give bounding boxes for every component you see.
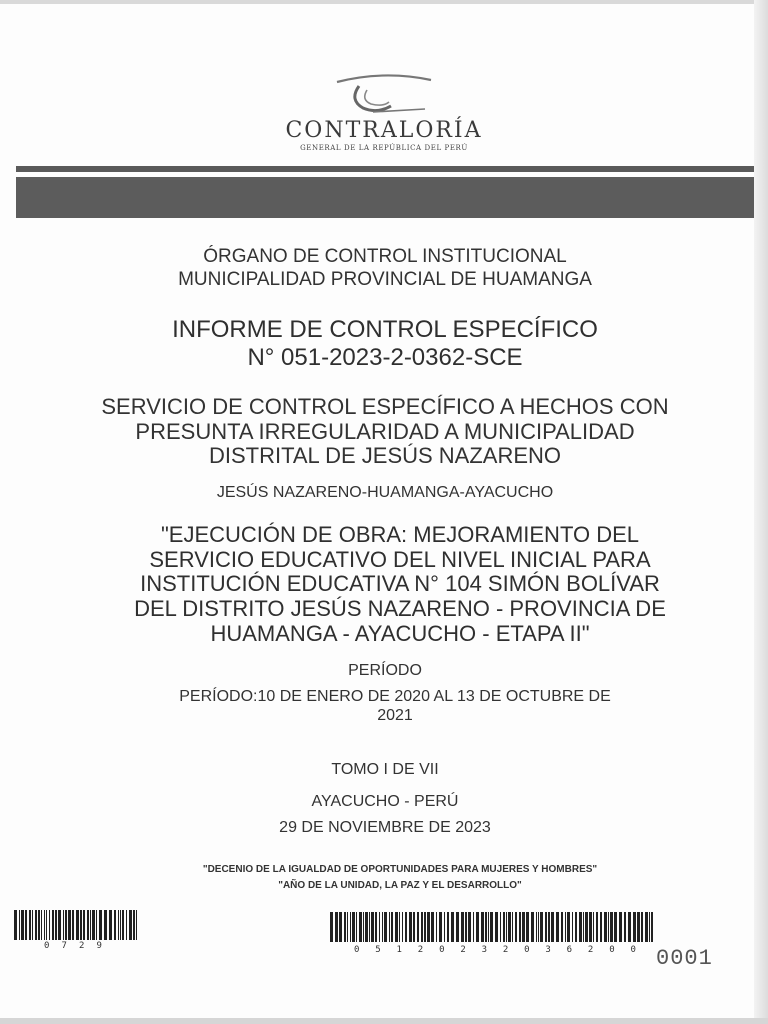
barcode-bar [384,912,387,942]
barcode-digit: 2 [460,945,466,955]
barcode-bar [500,912,501,942]
period-label: PERÍODO [348,662,422,679]
barcode-bar [109,910,112,940]
barcode-digit: 0 [44,941,50,951]
barcode-bar [339,912,342,942]
barcode-bar [565,912,566,942]
barcode-bar [468,912,471,942]
barcode-bar [363,912,364,942]
barcode-bar [99,910,102,940]
barcode-bar [495,912,498,942]
barcode-bar [589,912,592,942]
barcode-bar [447,912,449,942]
work-line-3: INSTITUCIÓN EDUCATIVA N° 104 SIMÓN BOLÍVAR [140,571,660,597]
barcode-bar [352,912,355,942]
barcode-bar [58,910,61,940]
barcode-bar [19,910,20,940]
location-line: JESÚS NAZARENO-HUAMANGA-AYACUCHO [216,484,554,501]
barcode-bar [439,912,442,942]
barcode-bar [515,912,517,942]
barcode-digit: 9 [96,941,102,951]
barcode-digit: 3 [545,945,551,955]
barcode-bar [519,912,521,942]
barcode-digit: 0 [439,945,445,955]
barcode-bar [506,912,507,942]
barcode-bar [488,912,489,942]
barcode-bar [485,912,487,942]
barcode-bar [593,912,594,942]
barcode-bar [41,910,42,940]
barcode-bar [585,912,588,942]
barcode-bar [55,910,57,940]
barcode-bar [68,910,71,940]
barcode-bar [126,910,127,940]
barcode-digit: 1 [396,945,402,955]
barcode-bar [604,912,607,942]
barcode-bar [395,912,398,942]
barcode-bar [508,912,511,942]
barcode-bar [637,912,640,942]
contraloria-logo [0,72,768,152]
barcode-bar [424,912,426,942]
report-title [40,316,730,372]
barcode-bar [522,912,525,942]
barcode-bar [436,912,437,942]
barcode-bar [619,912,622,942]
work-line-1: "EJECUCIÓN DE OBRA: MEJORAMIENTO DEL [160,522,640,547]
barcode-bar [583,912,584,942]
period-range [140,688,650,726]
period-line-2: 2021 [377,706,413,724]
barcode-bar [575,912,577,942]
barcode-bar [359,912,362,942]
barcode-digit: 3 [481,945,488,955]
barcode-bar [572,912,573,942]
barcode-bar [52,910,54,940]
barcode-bar [330,912,333,942]
barcode-bar [531,912,534,942]
barcode-bar [76,910,79,940]
header-rule [16,166,754,172]
barcode-bar [21,910,24,940]
barcode-bar [649,912,650,942]
barcode-bar [382,912,383,942]
barcode-bar [65,910,67,940]
service-line-2: PRESUNTA IRREGULARIDAD A MUNICIPALIDAD [135,418,635,444]
barcode-bar [350,912,351,942]
scan-edge-bottom [0,1018,768,1024]
org-line-2: MUNICIPALIDAD PROVINCIAL DE HUAMANGA [178,268,592,290]
barcode-bar [413,912,415,942]
service-description [40,395,730,469]
barcode-bar [427,912,430,942]
work-line-2: SERVICIO EDUCATIVO DEL NIVEL INICIAL PARA [149,546,651,572]
barcode-bar [538,912,539,942]
barcode-bar [567,912,570,942]
barcode-bar [633,912,636,942]
barcode-bar [536,912,537,942]
barcode-digit: 0 [524,945,530,955]
barcode-bar [335,912,338,942]
barcode-bar [63,910,64,940]
contraloria-emblem-icon [329,72,439,116]
barcode-bar [114,910,116,940]
barcode-bar [545,912,547,942]
barcode-bar [133,910,135,940]
barcode-bar [38,910,40,940]
barcode-bar [456,912,459,942]
barcode-bar [512,912,513,942]
barcode-bar [389,912,390,942]
barcode-bar [473,912,474,942]
barcode-bar [136,910,137,940]
work-title [60,523,740,646]
logo-subtitle: GENERAL DE LA REPÚBLICA DEL PERÚ [300,144,468,152]
barcode-bar [391,912,393,942]
barcode-bar [92,910,95,940]
barcode-bar [431,912,434,942]
barcode-bar [32,910,33,940]
barcode-bar [503,912,505,942]
barcode-left [14,910,140,940]
barcode-bar [356,912,357,942]
barcode-digit: 2 [587,945,594,955]
barcode-bar [641,912,643,942]
barcode-bar [651,912,653,942]
barcode-bar [608,912,609,942]
barcode-digit: 6 [566,945,573,955]
barcode-bar [614,912,617,942]
barcode-bar [645,912,648,942]
folio-number: 0001 [656,946,713,971]
report-number: N° 051-2023-2-0362-SCE [247,343,523,371]
barcode-digit: 2 [79,941,85,951]
barcode-bar [405,912,407,942]
barcode-digit: 2 [417,945,424,955]
barcode-right-digits [354,945,636,955]
barcode-bar [628,912,631,942]
logo-name: CONTRALORÍA [285,118,483,143]
barcode-bar [451,912,454,942]
scan-edge-top [0,0,768,4]
barcode-bar [461,912,464,942]
barcode-bar [118,910,119,940]
barcode-bar [481,912,484,942]
barcode-bar [49,910,50,940]
service-line-3: DISTRITAL DE JESÚS NAZARENO [208,443,562,469]
barcode-bar [365,912,368,942]
barcode-bar [490,912,493,942]
barcode-bar [344,912,346,942]
barcode-bar [29,910,31,940]
barcode-bar [526,912,529,942]
barcode-bar [14,910,17,940]
report-title-line-1: INFORME DE CONTROL ESPECÍFICO [172,316,598,343]
barcode-bar [551,912,554,942]
date-label: 29 DE NOVIEMBRE DE 2023 [279,819,491,836]
barcode-bar [548,912,550,942]
barcode-bar [444,912,445,942]
place-label: AYACUCHO - PERÚ [311,793,459,810]
barcode-bar [122,910,124,940]
service-line-1: SERVICIO DE CONTROL ESPECÍFICO A HECHOS CON [101,394,669,419]
barcode-bar [25,910,27,940]
barcode-bar [96,910,97,940]
barcode-bar [465,912,467,942]
barcode-digit: 0 [354,945,360,955]
barcode-bar [417,912,419,942]
scan-edge-right [754,0,768,1024]
barcode-bar [421,912,423,942]
period-line-1: PERÍODO:10 DE ENERO DE 2020 AL 13 DE OCTUBRE DE [179,688,611,705]
barcode-bar [104,910,107,940]
barcode-bar [379,912,380,942]
barcode-digit: 0 [609,945,615,955]
barcode-bar [371,912,374,942]
barcode-bar [120,910,121,940]
barcode-bar [596,912,598,942]
barcode-bar [624,912,626,942]
barcode-bar [540,912,543,942]
barcode-bar [556,912,559,942]
barcode-bar [87,910,89,940]
barcode-bar [375,912,377,942]
barcode-bar [72,910,74,940]
barcode-bar [80,910,82,940]
barcode-bar [561,912,563,942]
barcode-bar [44,910,45,940]
work-line-5: HUAMANGA - AYACUCHO - ETAPA II" [210,620,590,646]
barcode-bar [46,910,47,940]
barcode-bar [610,912,613,942]
barcode-left-digits [44,941,102,951]
barcode-bar [579,912,582,942]
barcode-right [330,912,654,942]
organization-block [40,246,730,292]
org-line-1: ÓRGANO DE CONTROL INSTITUCIONAL [203,246,567,267]
header-band [16,177,754,218]
barcode-digit: 5 [375,945,381,955]
barcode-bar [399,912,400,942]
barcode-bar [90,910,91,940]
barcode-digit: 0 [630,945,636,955]
work-line-4: DEL DISTRITO JESÚS NAZARENO - PROVINCIA DE [134,595,666,621]
decenio-motto: "DECENIO DE LA IGUALDAD DE OPORTUNIDADES PARA MUJERES Y HOMBRES" [202,864,598,875]
barcode-digit: 7 [61,941,67,951]
barcode-bar [129,910,132,940]
barcode-bar [402,912,403,942]
barcode-bar [409,912,412,942]
barcode-bar [347,912,348,942]
barcode-bar [369,912,370,942]
barcode-bar [83,910,85,940]
barcode-bar [600,912,602,942]
volume-label: TOMO I DE VII [331,761,439,778]
barcode-digit: 2 [502,945,509,955]
barcode-bar [35,910,37,940]
barcode-bar [476,912,479,942]
year-motto: "AÑO DE LA UNIDAD, LA PAZ Y EL DESARROLLO" [278,880,522,891]
